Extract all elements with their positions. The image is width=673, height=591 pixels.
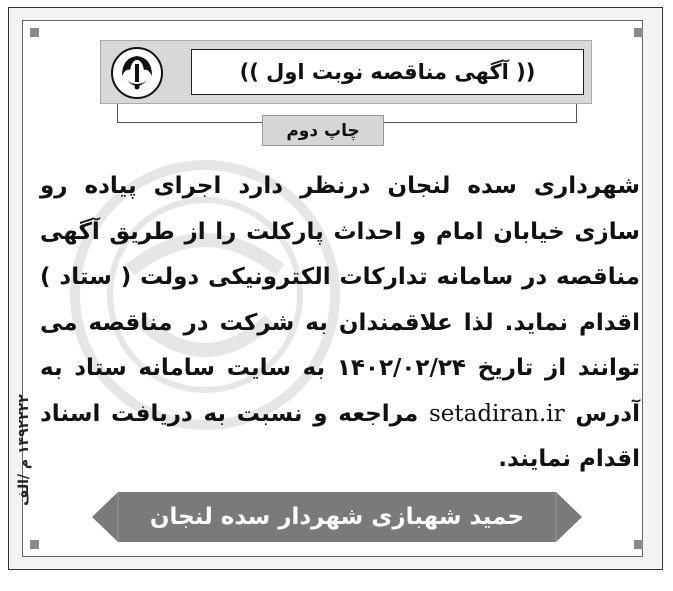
notice-title: (( آگهی مناقصه نوبت اول )) [191,49,584,95]
print-edition-label: چاپ دوم [262,115,384,146]
municipality-emblem-icon [110,46,164,100]
notice-body [40,164,640,483]
notice-body-part2: مراجعه و نسبت به دریافت اسناد اقدام نمایند. [40,400,640,472]
reference-code: ۱۴۹۲۲۲۲ م /الف [16,394,32,506]
notice-body-part1: درنظر دارد اجرای پیاده رو سازی خیابان امام و احداث پارکلت را از طریق آگهی مناقصه در سامانه تدارکات الکترونیکی دولت ( ستاد ) اقدام نماید. لذا علاقمندان به شرکت در مناقصه می توانند از تاریخ ۱۴۰۲/۰۲/۲۴ به سایت سامانه ستاد به آدرس [40,173,640,427]
corner-square-icon [634,540,643,549]
website-address: setadiran.ir [428,400,565,427]
organization-name: شهرداری سده لنجان [387,173,640,199]
corner-square-icon [30,28,39,37]
signature-text: حمید شهبازی شهردار سده لنجان [149,504,525,530]
corner-square-icon [634,28,643,37]
corner-square-icon [30,540,39,549]
